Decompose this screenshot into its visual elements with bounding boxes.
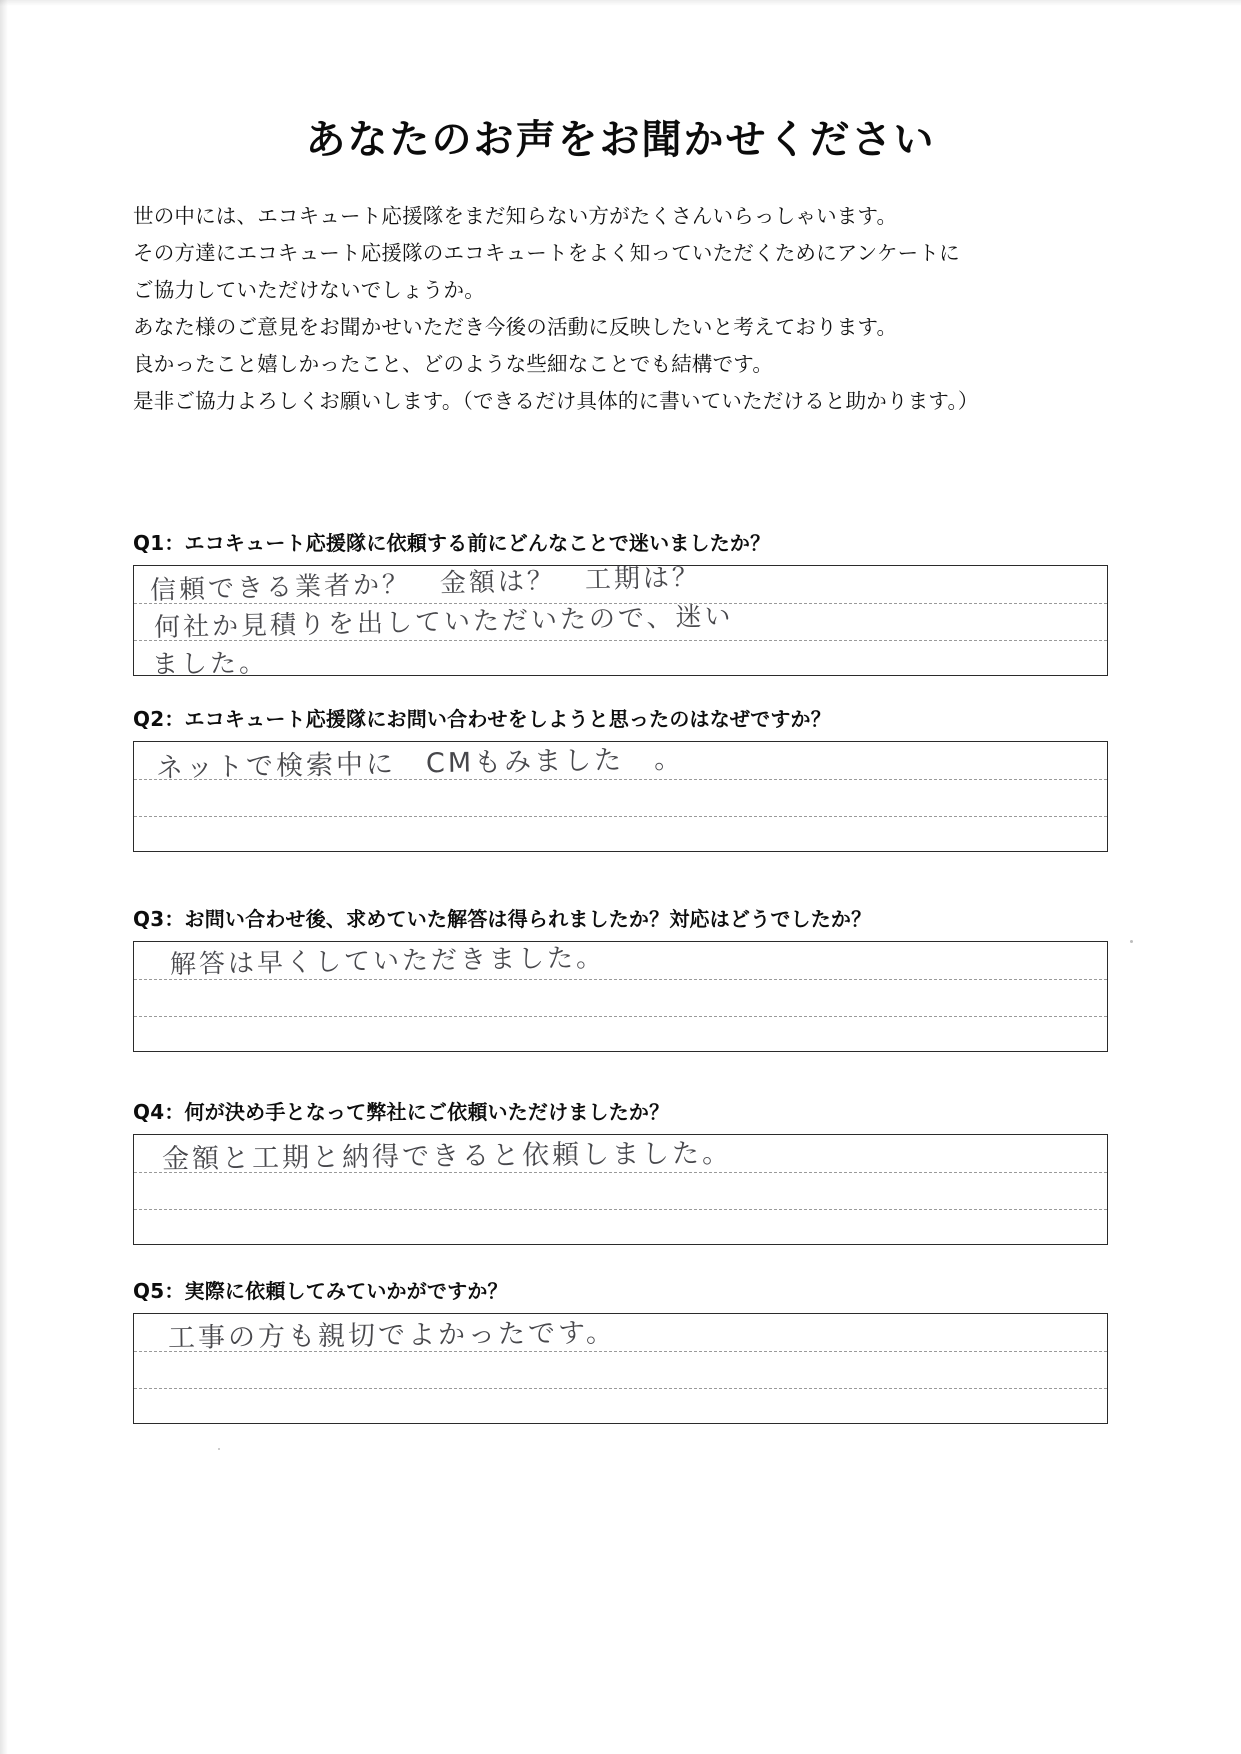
answer-box-q2[interactable] <box>133 741 1108 852</box>
question-label-q5: Q5：実際に依頼してみていかがですか？ <box>133 1279 508 1303</box>
answer-rule <box>134 1351 1107 1352</box>
handwritten-line: 金額と工期と納得できると依頼しました。 <box>161 1138 733 1175</box>
answer-rule <box>134 779 1107 780</box>
answer-rule <box>134 640 1107 641</box>
answer-box-q4[interactable] <box>133 1134 1108 1245</box>
question-label-q3: Q3：お問い合わせ後、求めていた解答は得られましたか？対応はどうでしたか？ <box>133 907 872 931</box>
answer-rule <box>134 603 1107 604</box>
page-title: あなたのお声をお聞かせください <box>305 117 936 163</box>
scan-speck <box>1130 940 1133 943</box>
question-label-q2: Q2：エコキュート応援隊にお問い合わせをしようと思ったのはなぜですか？ <box>133 707 831 731</box>
question-block-q3 <box>133 903 1108 1052</box>
question-label-q1: Q1：エコキュート応援隊に依頼する前にどんなことで迷いましたか？ <box>133 531 771 555</box>
handwritten-line: ました。 <box>151 648 269 680</box>
answer-rule <box>134 1388 1107 1389</box>
question-block-q4 <box>133 1096 1108 1245</box>
answer-rule <box>134 816 1107 817</box>
intro-line: 是非ご協力よろしくお願いします。（できるだけ具体的に書いていただけると助かります。） <box>133 390 979 413</box>
intro-line: ご協力していただけないでしょうか。 <box>133 279 485 302</box>
question-label-q4: Q4：何が決め手となって弊社にご依頼いただけましたか？ <box>133 1100 670 1124</box>
handwriting-q4 <box>134 1135 1107 1244</box>
intro-line: 良かったこと嬉しかったこと、どのような些細なことでも結構です。 <box>133 353 774 376</box>
question-block-q1 <box>133 527 1108 680</box>
handwritten-line: ネットで検索中に CMもみました 。 <box>155 743 685 784</box>
scan-speck <box>218 1448 220 1450</box>
scan-top-shadow <box>0 0 1241 6</box>
intro-line: 世の中には、エコキュート応援隊をまだ知らない方がたくさんいらっしゃいます。 <box>133 205 898 228</box>
answer-box-q3[interactable] <box>133 941 1108 1052</box>
answer-rule <box>134 1016 1107 1017</box>
handwritten-line: 工事の方も親切でよかったです。 <box>167 1317 617 1354</box>
handwriting-q2 <box>134 742 1107 851</box>
handwritten-line: 信頼できる業者か？ 金額は？ 工期は？ <box>149 562 702 606</box>
intro-line: その方達にエコキュート応援隊のエコキュートをよく知っていただくためにアンケートに <box>133 242 960 265</box>
answer-rule <box>134 1209 1107 1210</box>
answer-rule <box>134 979 1107 980</box>
answer-box-q5[interactable] <box>133 1313 1108 1424</box>
answer-box-q1[interactable] <box>133 562 1108 680</box>
handwriting-q3 <box>134 942 1107 1051</box>
scan-edge-shadow <box>0 0 8 1754</box>
handwritten-line: 何社か見積りを出していただいたので、迷い <box>153 601 734 643</box>
intro-paragraph <box>133 198 1093 420</box>
intro-line: あなた様のご意見をお聞かせいただき今後の活動に反映したいと考えております。 <box>133 316 898 339</box>
handwriting-q1 <box>134 562 1107 680</box>
question-block-q2 <box>133 703 1108 852</box>
answer-rule <box>134 1172 1107 1173</box>
handwritten-line: 解答は早くしていただきました。 <box>169 943 606 980</box>
question-block-q5 <box>133 1275 1108 1424</box>
handwriting-q5 <box>134 1314 1107 1423</box>
